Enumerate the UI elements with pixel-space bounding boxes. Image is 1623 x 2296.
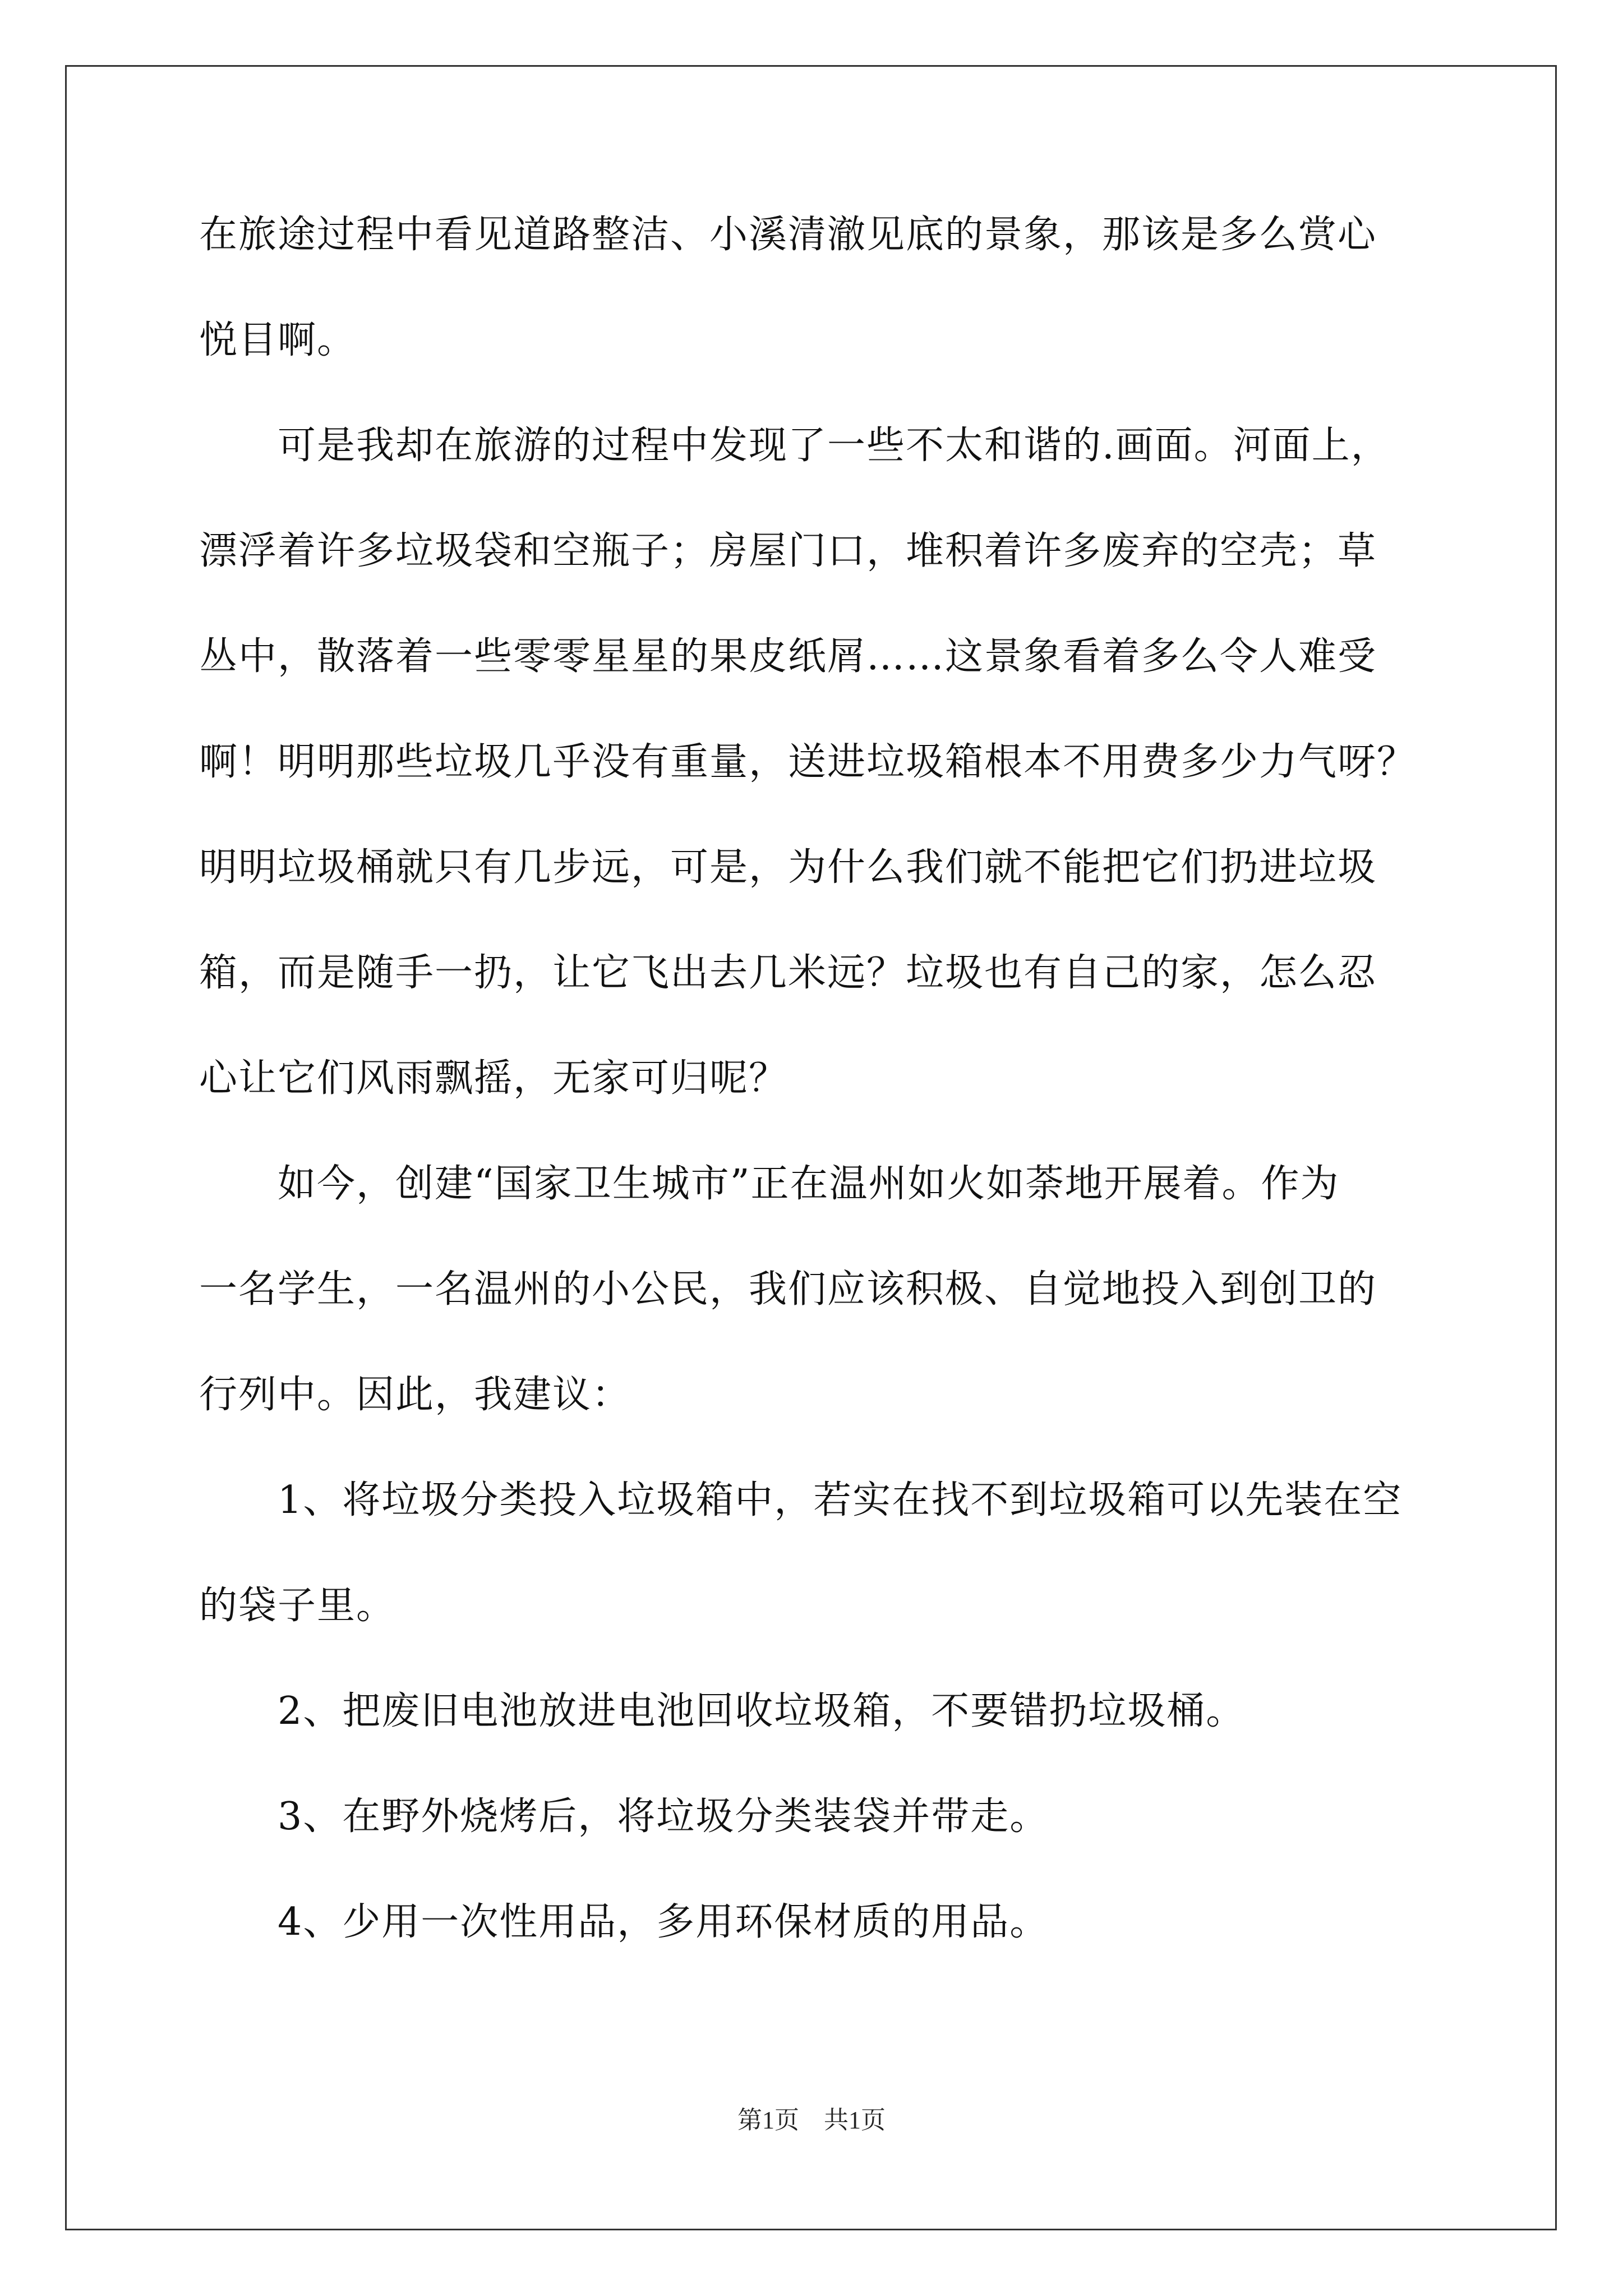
text-line: 1、将垃圾分类投入垃圾箱中，若实在找不到垃圾箱可以先装在空: [278, 1478, 1403, 1522]
text-line: 可是我却在旅游的过程中发现了一些不太和谐的.画面。河面上，: [278, 424, 1390, 468]
text-line: 2、把废旧电池放进电池回收垃圾箱，不要错扔垃圾桶。: [278, 1689, 1246, 1733]
text-line: 悦目啊。: [199, 318, 357, 362]
text-line: 心让它们风雨飘摇，无家可归呢？: [199, 1056, 789, 1101]
text-line: 3、在野外烧烤后，将垃圾分类装袋并带走。: [278, 1795, 1049, 1839]
page-number-footer: 第1页 共1页: [737, 2106, 886, 2134]
text-line: 在旅途过程中看见道路整洁、小溪清澈见底的景象，那该是多么赏心: [199, 213, 1377, 257]
text-line: 丛中，散落着一些零零星星的果皮纸屑……这景象看着多么令人难受: [199, 634, 1377, 679]
text-line: 如今，创建“国家卫生城市”正在温州如火如荼地开展着。作为: [278, 1162, 1340, 1206]
paragraph: [199, 418, 1427, 1106]
paragraph: [199, 1157, 1427, 1423]
text-line: 明明垃圾桶就只有几步远，可是，为什么我们就不能把它们扔进垃圾: [199, 845, 1377, 890]
list-item: [199, 1473, 1427, 1634]
text-line: 啊！明明那些垃圾几乎没有重量，送进垃圾箱根本不用费多少力气呀？: [199, 740, 1417, 784]
text-line: 4、少用一次性用品，多用环保材质的用品。: [278, 1900, 1049, 1944]
text-line: 一名学生，一名温州的小公民，我们应该积极、自觉地投入到创卫的: [199, 1267, 1377, 1312]
text-line: 箱，而是随手一扔，让它飞出去几米远？垃圾也有自己的家，怎么忍: [199, 951, 1377, 995]
text-line: 漂浮着许多垃圾袋和空瓶子；房屋门口，堆积着许多废弃的空壳；草: [199, 529, 1377, 573]
document-body: [199, 208, 1427, 1950]
text-line: 行列中。因此，我建议：: [199, 1373, 631, 1417]
list-item: [199, 1684, 1427, 1739]
text-line: 的袋子里。: [199, 1584, 396, 1628]
list-item: [199, 1895, 1427, 1950]
paragraph: [199, 208, 1427, 368]
list-item: [199, 1789, 1427, 1844]
